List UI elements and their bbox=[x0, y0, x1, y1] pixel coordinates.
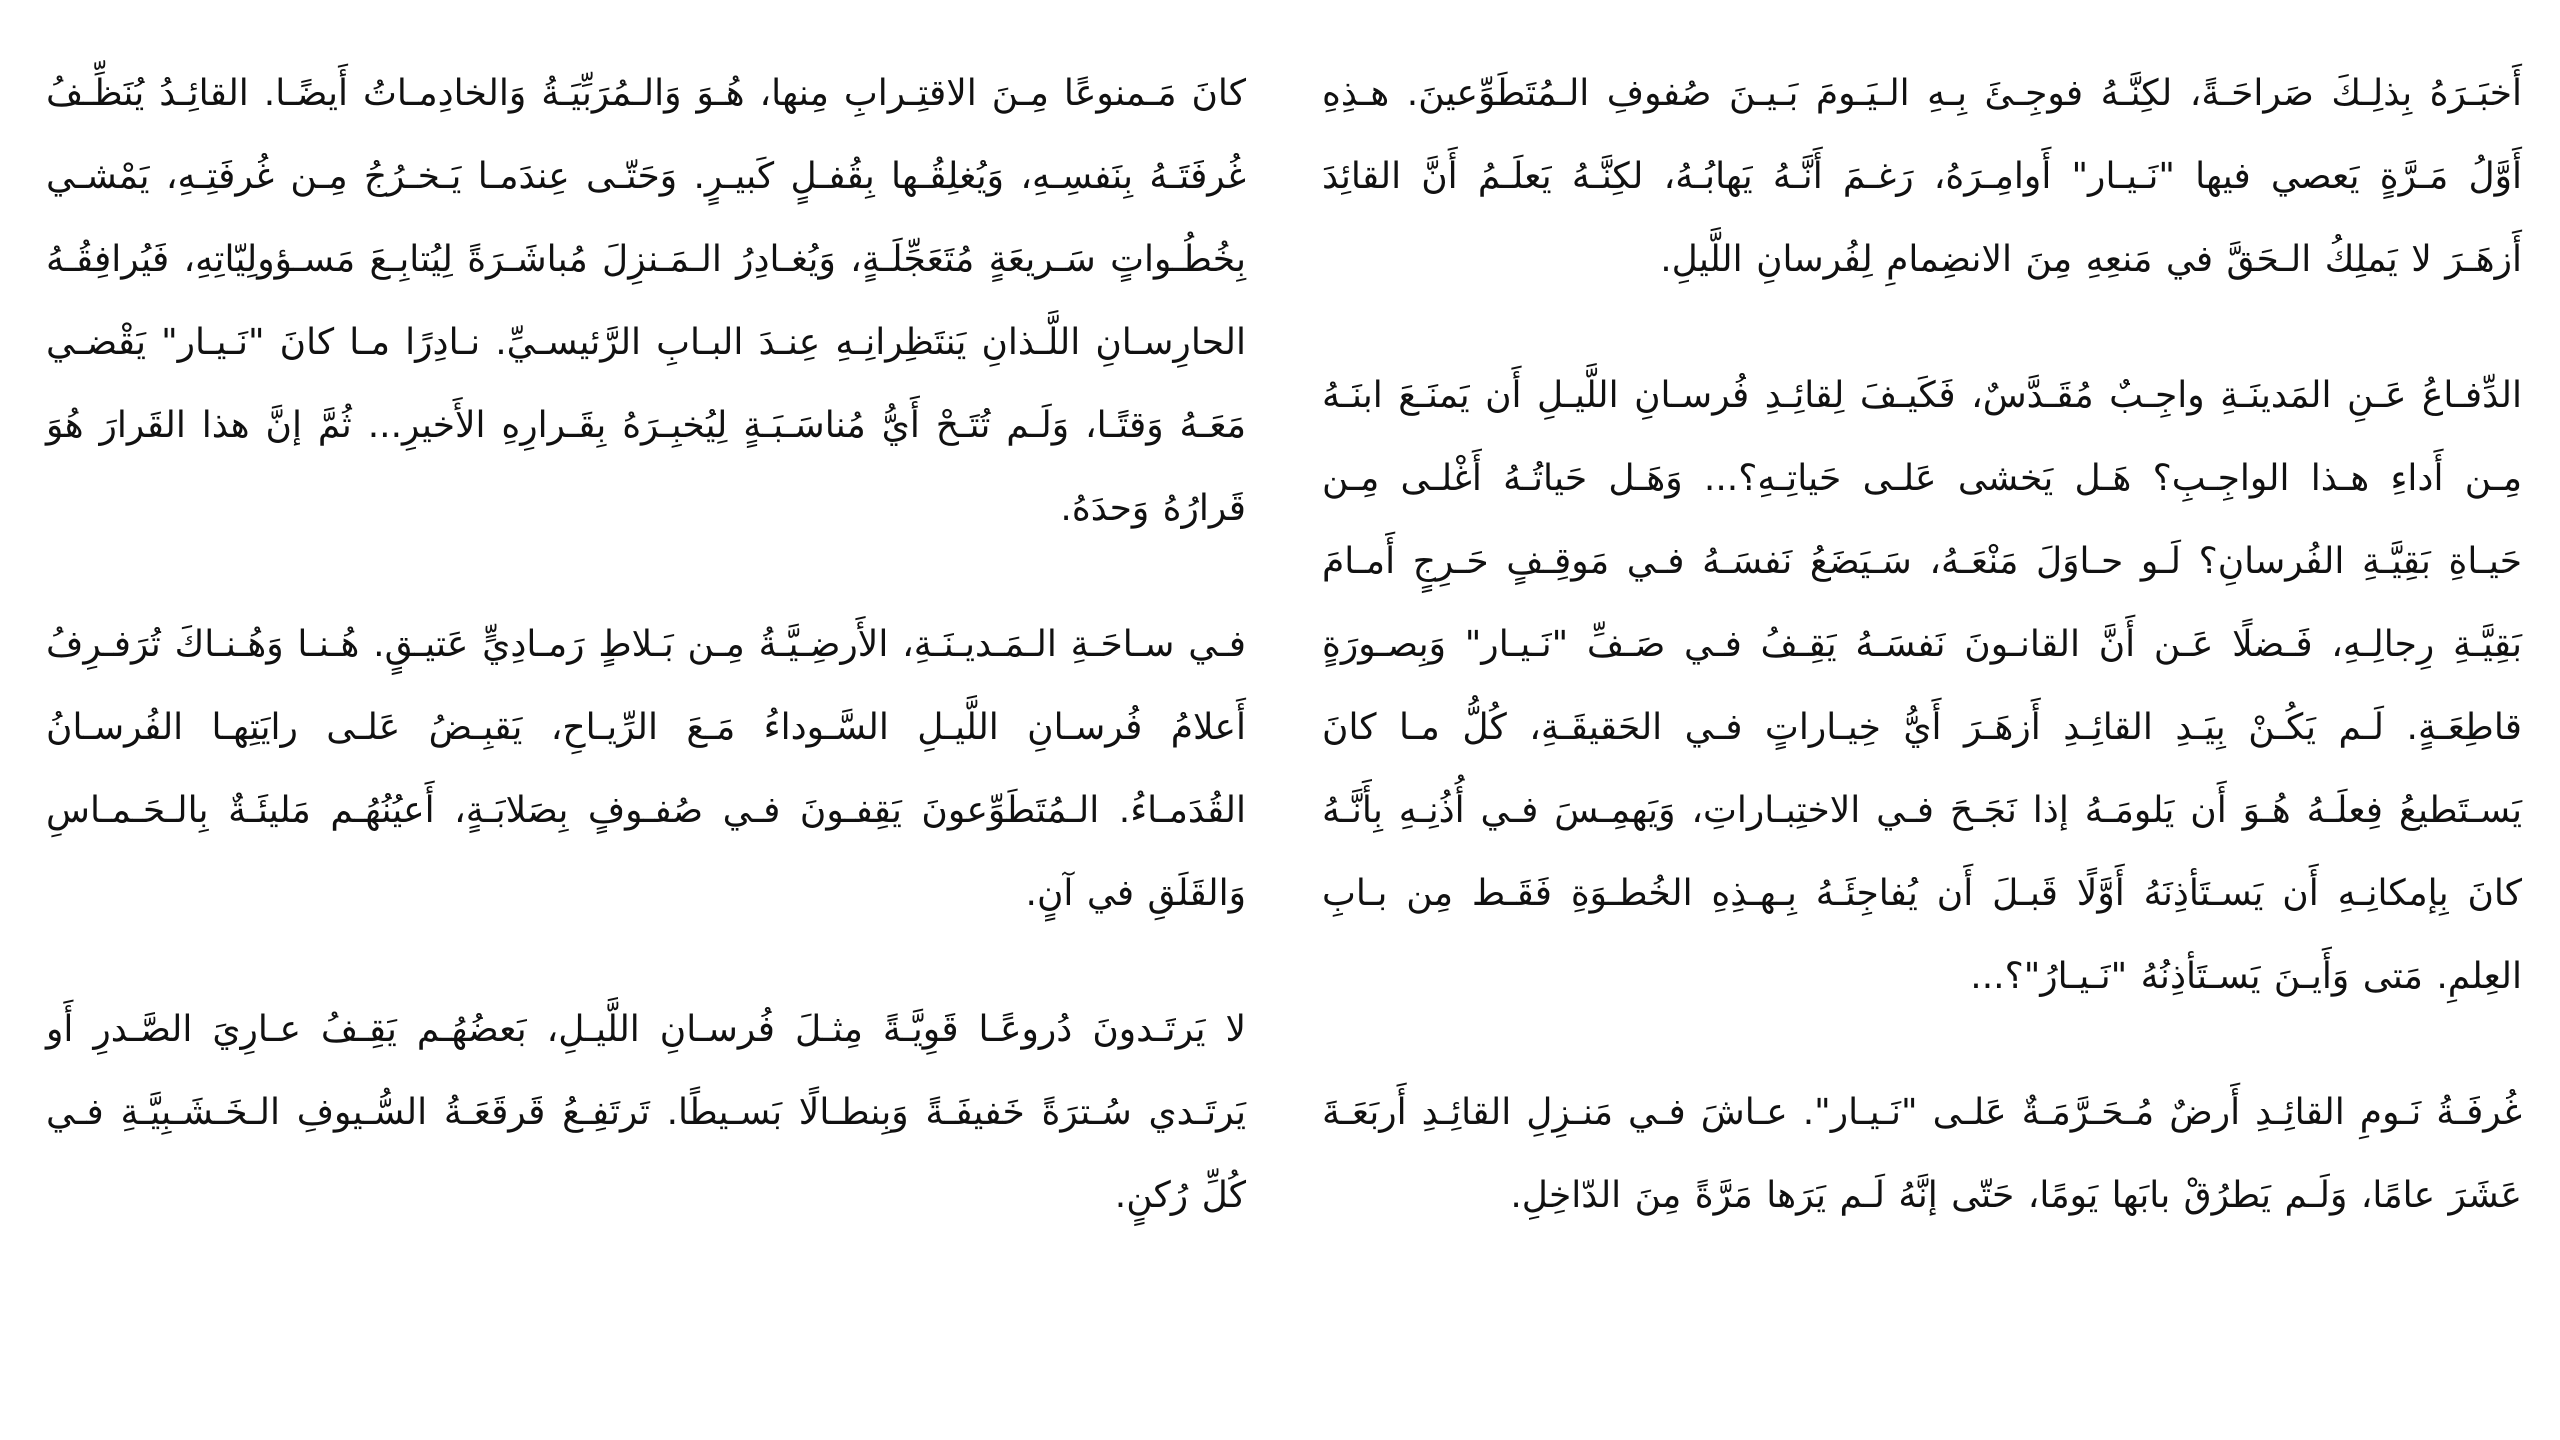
left-page bbox=[46, 52, 1246, 1237]
paragraph: فـي سـاحَـةِ الـمَـديـنَـةِ، الأَرضِـيَّـةُ مِـن بَـلاطٍ رَمـادِيٍّ عَتيـقٍ. هُـنـا وَهُـنـاكَ تُرَفـرِفُ أَعلامُ فُرسـانِ اللَّيـلِ السَّـوداءُ مَـعَ الرِّيـاحِ، يَقبِـضُ عَلـى رايَتِهـا الفُرسـانُ القُدَمـاءُ. الـمُتَطَوِّعونَ يَقِفـونَ فـي صُفـوفٍ بِصَلابَـةٍ، أَعيُنُهُـم مَليئَـةٌ بِالـحَـمـاسِ وَالقَلَقِ في آنٍ. bbox=[46, 624, 1246, 914]
paragraph: غُرفَـةُ نَـومِ القائِـدِ أَرضٌ مُـحَـرَّمَـةٌ عَلـى "نَـيـار". عـاشَ فـي مَنـزِلِ القائِـدِ أَربَعَـةَ عَشَرَ عامًا، وَلَـم يَطرُقْ بابَها يَومًا، حَتّى إنَّهُ لَـم يَرَها مَرَّةً مِنَ الدّاخِلِ. bbox=[1322, 1092, 2522, 1216]
paragraph: لا يَرتَـدونَ دُروعًـا قَوِيَّـةً مِثـلَ فُرسـانِ اللَّيـلِ، بَعضُهُـم يَقِـفُ عـارِيَ الصَّـدرِ أَو يَرتَـدي سُـترَةً خَفيفَـةً وَبِنطـالًا بَسـيطًا. تَرتَفِـعُ قَرقَعَـةُ السُّـيوفِ الـخَـشَـبِيَّـةِ فـي كُلِّ رُكنٍ. bbox=[46, 1009, 1246, 1216]
paragraph: كانَ مَـمنوعًا مِـنَ الاقتِـرابِ مِنها، هُـوَ وَالـمُرَبِّيَـةُ وَالخادِمـاتُ أَيضًـا. القائِـدُ يُنَظِّـفُ غُرفَتَـهُ بِنَفسِـهِ، وَيُغلِقُـها بِقُفـلٍ كَبيـرٍ. وَحَتّـى عِندَمـا يَـخـرُجُ مِـن غُرفَتِـهِ، يَمْشـي بِخُطُـواتٍ سَـريعَةٍ مُتَعَجِّلَـةٍ، وَيُغـادِرُ الـمَـنزِلَ مُباشَـرَةً لِيُتابِـعَ مَسـؤولِيّاتِهِ، فَيُرافِقُـهُ الحارِسـانِ اللَّـذانِ يَنتَظِرانِـهِ عِنـدَ البـابِ الرَّئيسـيِّ. نـادِرًا مـا كانَ "نَـيـار" يَقْضـي مَعَـهُ وَقتًـا، وَلَـم تُتَـحْ أَيُّ مُناسَـبَـةٍ لِيُخبِـرَهُ بِقَـرارِهِ الأَخيرِ... ثُمَّ إنَّ هذا القَرارَ هُوَ قَرارُهُ وَحدَهُ. bbox=[46, 73, 1246, 529]
right-page bbox=[1322, 52, 2522, 1237]
paragraph: الدِّفـاعُ عَـنِ المَدينَـةِ واجِـبٌ مُقَـدَّسٌ، فَكَيـفَ لِقائِـدِ فُرسـانِ اللَّيـلِ أَن يَمنَـعَ ابنَـهُ مِـن أَداءِ هـذا الواجِـبِ؟ هَـل يَخشى عَلـى حَياتِـهِ؟... وَهَـل حَياتُـهُ أَغْلـى مِـن حَيـاةِ بَقِيَّـةِ الفُرسانِ؟ لَـو حـاوَلَ مَنْعَـهُ، سَـيَضَعُ نَفسَـهُ فـي مَوقِـفٍ حَـرِجٍ أَمـامَ بَقِيَّـةِ رِجالِـهِ، فَـضلًا عَـن أَنَّ القانـونَ نَفسَـهُ يَقِـفُ فـي صَـفِّ "نَـيـار" وَبِصـورَةٍ قاطِعَـةٍ. لَـم يَكُـنْ بِيَـدِ القائِـدِ أَزهَـرَ أَيُّ خِيـاراتٍ فـي الحَقيقَـةِ، كُلُّ مـا كانَ يَسـتَطيعُ فِعلَـهُ هُـوَ أَن يَلومَـهُ إذا نَجَـحَ فـي الاختِبـاراتِ، وَيَهمِـسَ فـي أُذُنِـهِ بِأَنَّـهُ كانَ بِإمكانِـهِ أَن يَسـتَأذِنَهُ أَوَّلًا قَبـلَ أَن يُفاجِئَـهُ بِـهـذِهِ الخُطـوَةِ فَقَـط مِن بـابِ العِلمِ. مَتى وَأَيـنَ يَسـتَأذِنُهُ "نَـيـارُ"؟... bbox=[1322, 375, 2522, 997]
paragraph: أَخبَـرَهُ بِذلِـكَ صَراحَـةً، لكِنَّـهُ فوجِـئَ بِـهِ الـيَـومَ بَـيـنَ صُفوفِ الـمُتَطَوِّعينَ. هـذِهِ أَوَّلُ مَـرَّةٍ يَعصي فيها "نَـيـار" أَوامِـرَهُ، رَغـمَ أَنَّـهُ يَهابُـهُ، لكِنَّـهُ يَعلَـمُ أَنَّ القائِدَ أَزهَـرَ لا يَملِكُ الـحَقَّ في مَنعِهِ مِنَ الانضِمامِ لِفُرسانِ اللَّيلِ. bbox=[1322, 73, 2522, 280]
